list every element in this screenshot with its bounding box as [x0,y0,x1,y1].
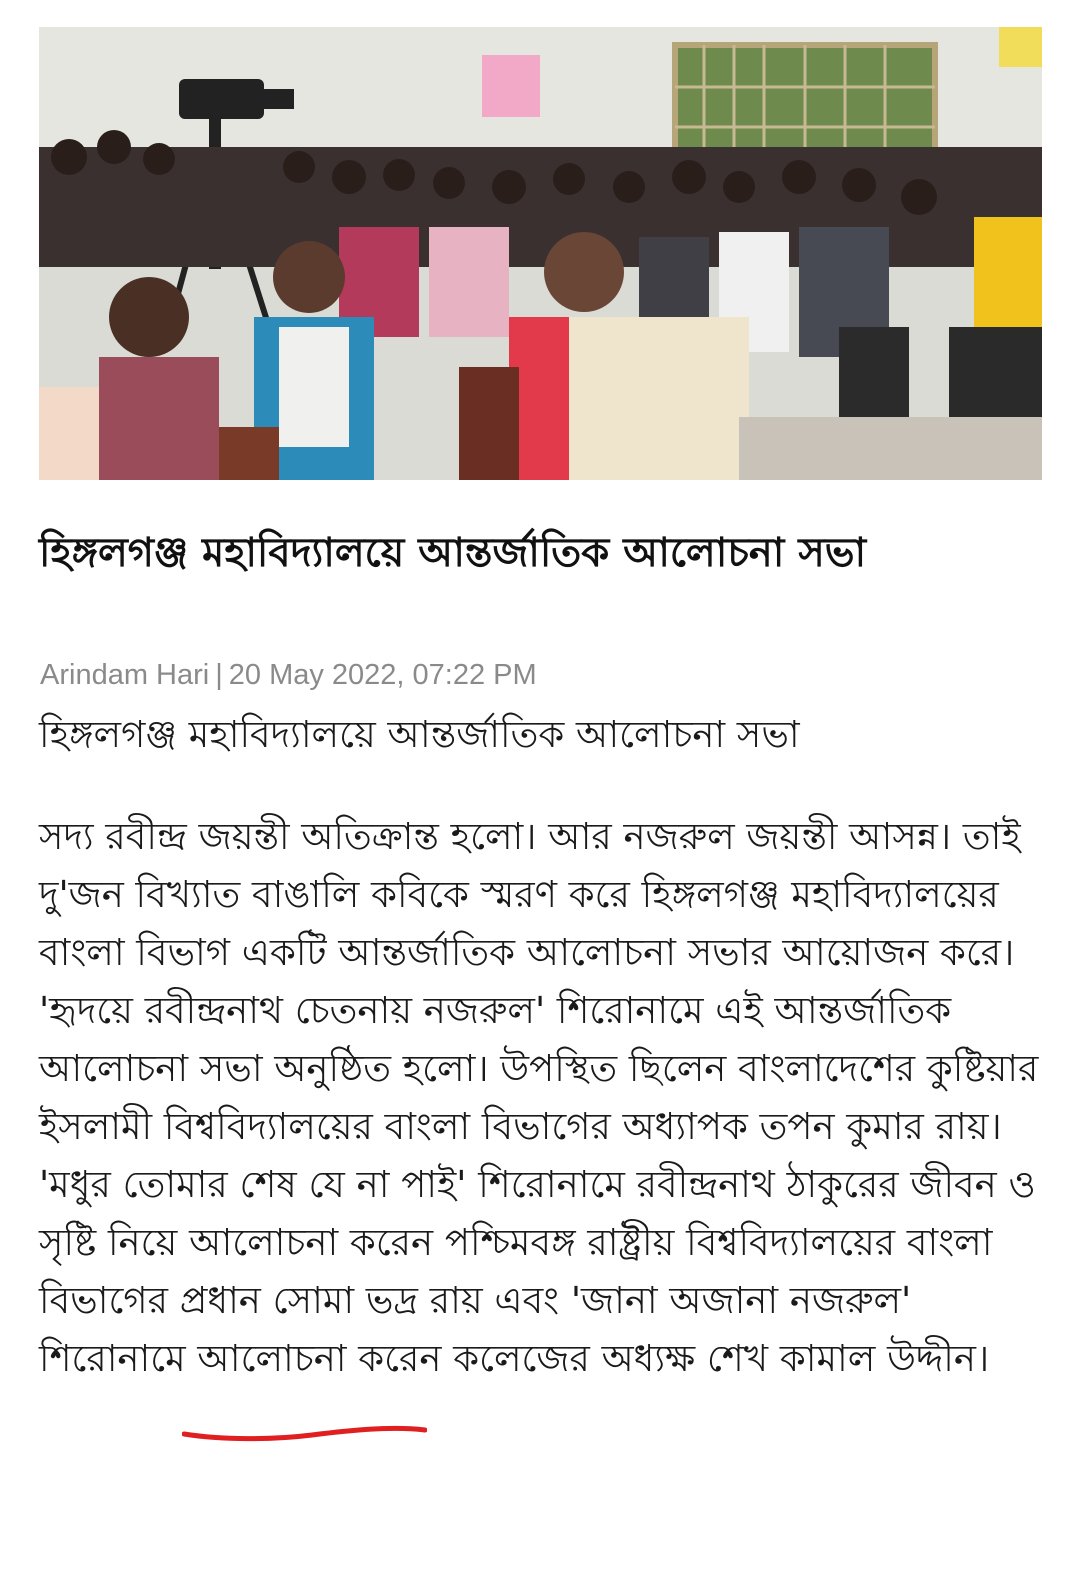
red-underline-annotation [182,1420,427,1442]
author-name[interactable]: Arindam Hari [40,659,210,691]
wall-poster [482,55,540,117]
article-photo [39,27,1042,480]
body-text-start: সদ্য রবীন্দ্র জয়ন্তী অতিক্রান্ত হলো। আর নজরুল জয়ন্তী আসন্ন। তাই দু'জন বিখ্যাত বাঙালি কবিকে স্মরণ করে হিঙ্গলগঞ্জ মহাবিদ্যালয়ের বাংলা বিভাগ একটি আন্তর্জাতিক আলোচনা সভার আয়োজন করে। 'হৃদয়ে রবীন্দ্রনাথ চেতনায় নজরুল' শিরোনামে এই আন্তর্জাতিক আলোচনা সভা অনুষ্ঠিত হলো। উপস্থিত ছিলেন বাংলাদেশের কুষ্টিয়ার ইসলামী বিশ্ববিদ্যালয়ের বাংলা বিভাগের অধ্যাপক তপন কুমার রায়। 'মধুর তোমার শেষ যে না পাই' শিরোনামে রবীন্দ্রনাথ ঠাকুরের জীবন ও সৃষ্টি নিয়ে আলোচনা করেন পশ্চিমবঙ্গ রাষ্ট্রীয় বিশ্ববিদ্যালয়ের বাংলা বিভাগের প্রধান [39,815,1039,1322]
body-paragraph [39,808,1049,1388]
body-text-end: এবং 'জানা অজানা নজরুল' শিরোনামে আলোচনা করেন কলেজের অধ্যক্ষ শেখ কামাল উদ্দীন। [39,1279,990,1380]
article-headline: হিঙ্গলগঞ্জ মহাবিদ্যালয়ে আন্তর্জাতিক আলোচনা সভা [39,530,867,576]
article-body [39,808,1049,1388]
article-subheading: হিঙ্গলগঞ্জ মহাবিদ্যালয়ে আন্তর্জাতিক আলোচনা সভা [39,713,800,756]
article-byline [40,655,1040,695]
highlighted-name: সোমা ভদ্র রায় [272,1279,483,1322]
publish-datetime: 20 May 2022, 07:22 PM [228,659,537,691]
seminar-audience-photo [39,27,1042,480]
byline-separator: | [215,659,223,691]
